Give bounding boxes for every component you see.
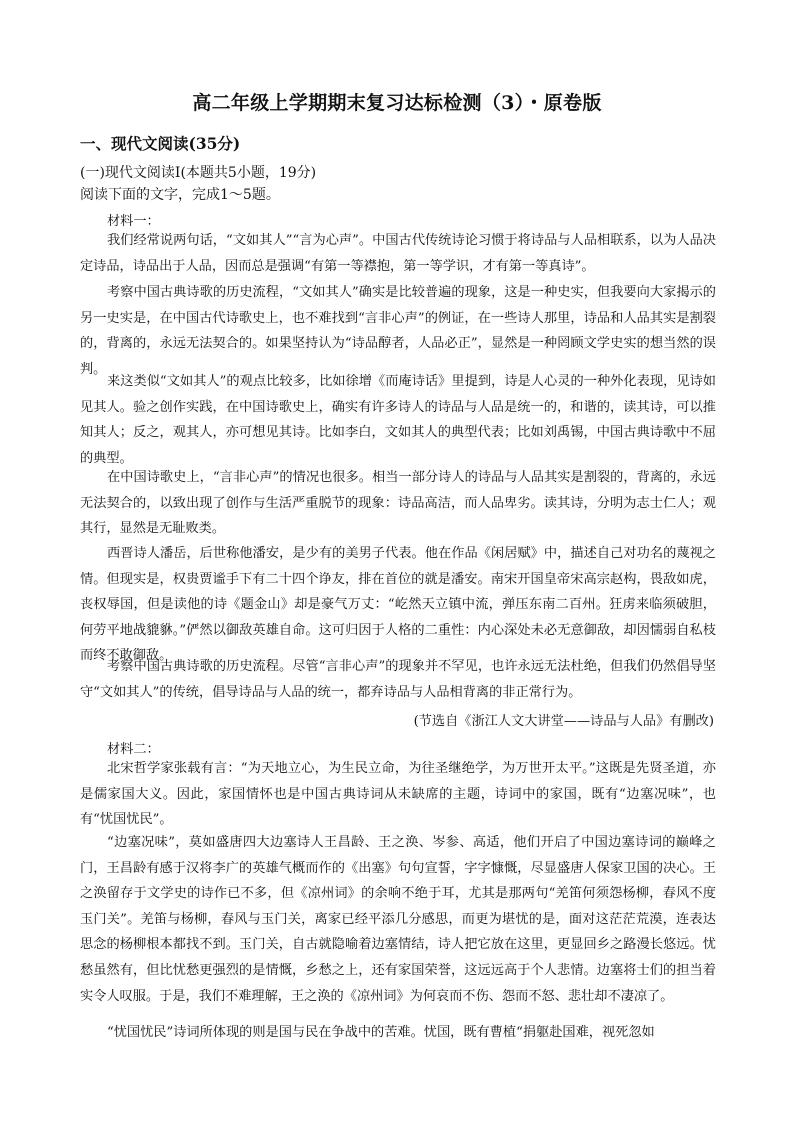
material-one-source: (节选自《浙江人文大讲堂——诗品与人品》有删改) (413, 714, 714, 729)
material-two-paragraph: “忧国忧民”诗词所体现的则是国与民在争战中的苦难。忧国，既有曹植“捐躯赴国难，视死忽如 (107, 1025, 655, 1040)
material-two-paragraph: 北宋哲学家张载有言：“为天地立心，为生民立命，为往圣继绝学，为万世开太平。”这既是先贤圣道，亦是儒家国大义。因此，家国情怀也是中国古典诗词从未缺席的主题，诗词中的家国，既有“边塞况味”，也有“忧国忧民”。 (80, 761, 716, 828)
material-two-paragraph: “边塞况味”，莫如盛唐四大边塞诗人王昌龄、王之涣、岑参、高适，他们开启了中国边塞诗词的巅峰之门，王昌龄有感于汉将李广的英雄气概而作的《出塞》句句宣誓，字字慷慨，尽显盛唐人保家卫国的决心。王之涣留存于文学史的诗作已不多，但《凉州词》的余响不绝于耳，尤其是那两句“羌笛何须怨杨柳，春风不度玉门关”。羌笛与杨柳，春风与玉门关，离家已经平添几分感思，而更为堪忧的是，面对这茫茫荒漠，连表达思念的杨柳根本都找不到。玉门关，自古就隐喻着边塞情结，诗人把它放在这里，更显回乡之路漫长悠远。忧愁虽然有，但比忧愁更强烈的是情慨，乡愁之上，还有家国荣誉，这远远高于个人悲情。边塞将士们的担当着实令人叹服。于是，我们不难理解，王之涣的《凉州词》为何哀而不伤、怨而不怒、悲壮却不凄凉了。 (80, 835, 716, 1004)
material-one-paragraph: 考察中国古典诗歌的历史流程，“文如其人”确实是比较普遍的现象，这是一种史实，但我要向大家揭示的另一史实是，在中国古代诗歌史上，也不难找到“言非心声”的例证，在一些诗人那里，诗品和人品其实是割裂的，背离的，永远无法契合的。如果坚持认为“诗品醇者，人品必正”，显然是一种罔顾文学史实的想当然的误判。 (80, 285, 716, 377)
material-one-paragraph: 在中国诗歌史上，“言非心声”的情况也很多。相当一部分诗人的诗品与人品其实是割裂的，背离的，永远无法契合的，以致出现了创作与生活严重脱节的现象：诗品高洁，而人品卑劣。读其诗，分明为志士仁人；观其行，显然是无耻败类。 (80, 470, 716, 537)
material-one-paragraph: 考察中国古典诗歌的历史流程。尽管“言非心声”的现象并不罕见，也许永远无法杜绝，但我们仍然倡导坚守“文如其人”的传统，倡导诗品与人品的统一，都弃诗品与人品相背离的非正常行为。 (80, 659, 716, 700)
material-one-label: 材料一： (107, 214, 160, 229)
document-title: 高二年级上学期期末复习达标检测（3）・原卷版 (192, 92, 602, 114)
section-heading: 一、现代文阅读(35分) (80, 134, 241, 153)
material-one-paragraph: 来这类似“文如其人”的观点比较多，比如徐增《而庵诗话》里提到，诗是人心灵的一种外化表现，见诗如见其人。验之创作实践，在中国诗歌史上，确实有许多诗人的诗品与人品是统一的，和谐的，读其诗，可以推知其人；反之，观其人，亦可想见其诗。比如李白，文如其人的典型代表；比如刘禹锡，中国古典诗歌中不屈的典型。 (80, 374, 716, 466)
material-one-paragraph: 我们经常说两句话，“文如其人”“言为心声”。中国古代传统诗论习惯于将诗品与人品相联系，以为人品决定诗品，诗品出于人品，因而总是强调“有第一等襟抱，第一等学识，才有第一等真诗”。 (80, 233, 716, 274)
subsection-heading: (一)现代文阅读Ⅰ(本题共5小题，19分) (80, 165, 317, 181)
material-two-label: 材料二： (107, 742, 160, 757)
instruction-text: 阅读下面的文字，完成1～5题。 (80, 187, 280, 203)
material-one-paragraph: 西晋诗人潘岳，后世称他潘安，是少有的美男子代表。他在作品《闲居赋》中，描述自己对功名的蔑视之情。但现实是，权贵贾谧手下有二十四个诤友，排在首位的就是潘安。南宋开国皇帝宋高宗赵构，畏敌如虎，丧权辱国，但是读他的诗《题金山》却是豪气万丈：“屹然天立镇中流，弹压东南二百州。狂虏来临须破胆，何劳平地战貔貅。”俨然以御敌英雄自命。这可归因于人格的二重性：内心深处未必无意御敌，却因懦弱自私枝而终不敢御敌。 (80, 546, 716, 664)
